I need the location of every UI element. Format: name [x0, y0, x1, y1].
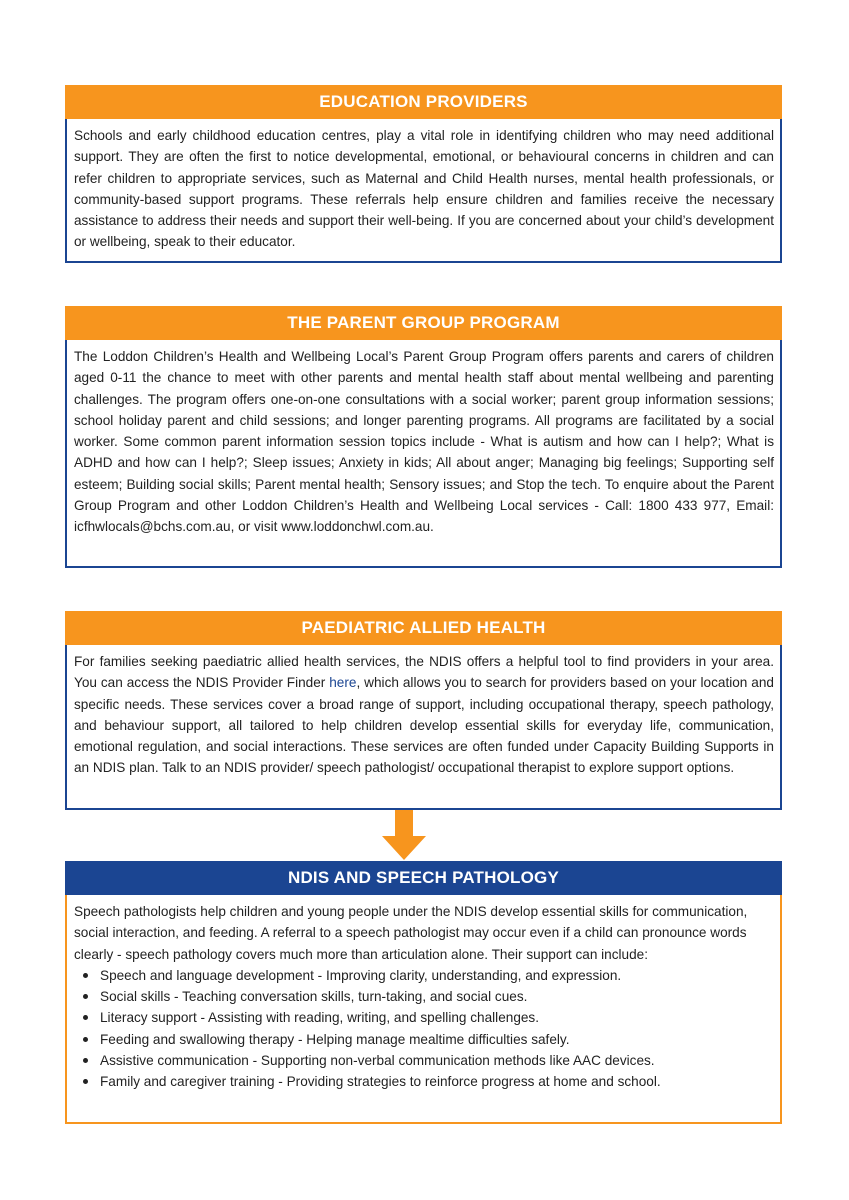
parent-group-heading: THE PARENT GROUP PROGRAM	[65, 306, 782, 340]
ndis-speech-heading: NDIS AND SPEECH PATHOLOGY	[65, 861, 782, 895]
down-arrow-icon	[382, 810, 426, 860]
ndis-speech-section	[65, 861, 782, 1124]
parent-group-text: The Loddon Children’s Health and Wellbeing Local’s Parent Group Program offers parents and carers of children aged 0-11 the chance to meet with other parents and mental health staff about mental wellbeing and parenting challenges. The program offers one-on-one consultations with a social worker; parent group information sessions; school holiday parent and child sessions; and longer parenting programs. All programs are facilitated by a social worker. Some common parent information session topics include - What is autism and how can I help?; What is ADHD and how can I help?; Sleep issues; Anxiety in kids; All about anger; Managing big feelings; Supporting self esteem; Building social skills; Parent mental health; Sensory issues; and Stop the tech. To enquire about the Parent Group Program and other Loddon Children’s Health and Wellbeing Local services - Call: 1800 433 977, Email: icfhwlocals@bchs.com.au, or visit www.loddonchwl.com.au.	[65, 340, 782, 568]
list-item: Assistive communication - Supporting non-verbal communication methods like AAC devices.	[100, 1050, 774, 1071]
allied-health-text-part2: , which allows you to search for providers based on your location and specific needs. These services cover a broad range of support, including occupational therapy, speech pathology, and behaviour support, all tailored to help children develop essential skills for everyday life, communication, emotional regulation, and social interactions. These services are often funded under Capacity Building Supports in an NDIS plan. Talk to an NDIS provider/ speech pathologist/ occupational therapist to explore support options.	[74, 675, 774, 776]
education-providers-text: Schools and early childhood education centres, play a vital role in identifying children who may need additional support. They are often the first to notice developmental, emotional, or behavioural concerns in children and can refer children to appropriate services, such as Maternal and Child Health nurses, mental health professionals, or community-based support programs. These referrals help ensure children and families receive the necessary assistance to address their needs and support their well-being. If you are concerned about your child’s development or wellbeing, speak to their educator.	[65, 119, 782, 263]
allied-health-heading: PAEDIATRIC ALLIED HEALTH	[65, 611, 782, 645]
ndis-speech-content	[65, 895, 782, 1124]
education-providers-section	[65, 85, 782, 263]
ndis-provider-finder-link[interactable]: here	[329, 675, 357, 691]
list-item: Literacy support - Assisting with reading, writing, and spelling challenges.	[100, 1007, 774, 1028]
allied-health-section	[65, 611, 782, 810]
education-providers-heading: EDUCATION PROVIDERS	[65, 85, 782, 119]
list-item: Social skills - Teaching conversation skills, turn-taking, and social cues.	[100, 986, 774, 1007]
ndis-speech-intro: Speech pathologists help children and young people under the NDIS develop essential skills for communication, social interaction, and feeding. A referral to a speech pathologist may occur even if a child can pronounce words clearly - speech pathology covers much more than articulation alone. Their support can include:	[74, 904, 748, 962]
list-item: Feeding and swallowing therapy - Helping manage mealtime difficulties safely.	[100, 1029, 774, 1050]
list-item: Speech and language development - Improving clarity, understanding, and expression.	[100, 965, 774, 986]
list-item: Family and caregiver training - Providing strategies to reinforce progress at home and school.	[100, 1071, 774, 1092]
allied-health-text-part1: For families seeking paediatric allied health services, the NDIS offers a helpful tool to find providers in your area. You can access the NDIS Provider Finder	[74, 654, 774, 691]
support-list	[74, 965, 774, 1093]
parent-group-section	[65, 306, 782, 568]
allied-health-text	[65, 645, 782, 810]
